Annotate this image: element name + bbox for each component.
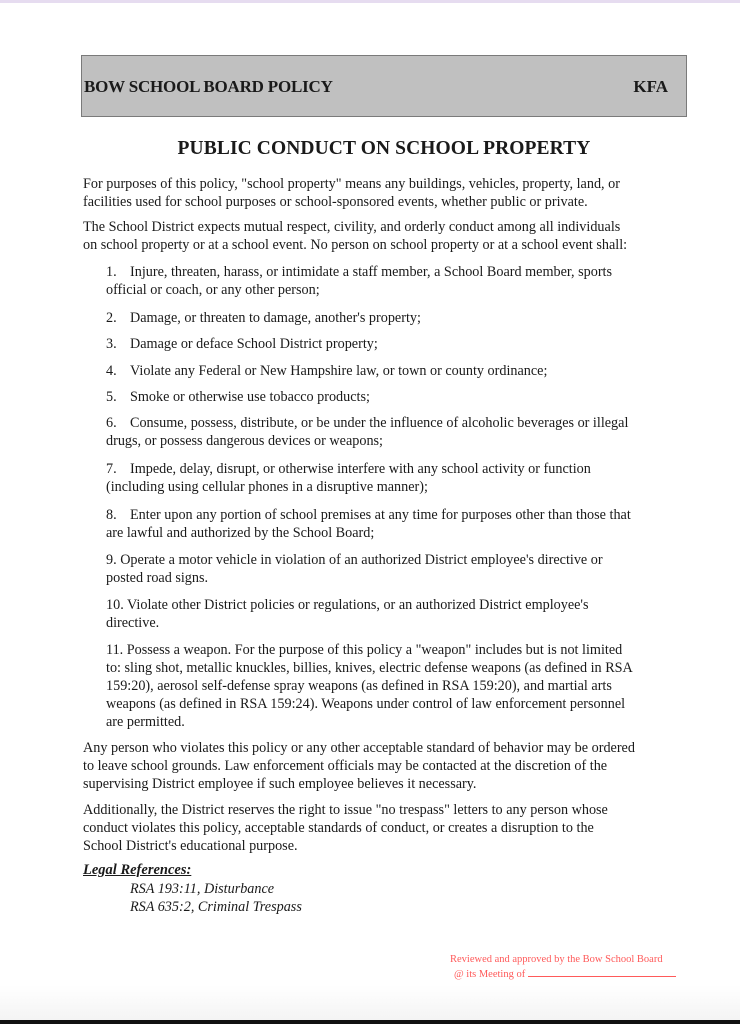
approval-line-1: Reviewed and approved by the Bow School Board <box>450 954 663 965</box>
item-number: 3. <box>106 336 117 352</box>
policy-header-box <box>81 55 687 117</box>
item-number: 10. <box>106 597 124 613</box>
item-number: 2. <box>106 310 117 326</box>
text-line: Damage or deface School District property; <box>130 336 378 352</box>
list-item-2 <box>106 309 691 327</box>
text-line: supervising District employee if such employee believes it necessary. <box>83 776 477 792</box>
item-number: 1. <box>106 264 117 280</box>
text-line: Possess a weapon. For the purpose of this policy a "weapon" includes but is not limited <box>126 642 623 658</box>
list-item-6 <box>106 414 691 450</box>
text-line: Violate other District policies or regulations, or an authorized District employee's <box>127 597 589 613</box>
text-line: weapons (as defined in RSA 159:24). Weapons under control of law enforcement personnel <box>106 696 626 712</box>
viewer-bottom-bar <box>0 1020 740 1024</box>
page-title: PUBLIC CONDUCT ON SCHOOL PROPERTY <box>177 138 591 159</box>
text-line: on school property or at a school event. No person on school property or at a school event shall: <box>83 237 628 253</box>
legal-reference-2: RSA 635:2, Criminal Trespass <box>130 899 302 915</box>
text-line: Enter upon any portion of school premises at any time for purposes other than those that <box>130 507 631 523</box>
text-line: to leave school grounds. Law enforcement officials may be contacted at the discretion of the <box>83 758 608 774</box>
text-line: Smoke or otherwise use tobacco products; <box>130 389 370 405</box>
list-item-11 <box>106 641 691 731</box>
text-line: conduct violates this policy, acceptable standards of conduct, or creates a disruption to the <box>83 820 594 836</box>
intro-paragraph-expectations <box>83 218 693 254</box>
text-line: Any person who violates this policy or any other acceptable standard of behavior may be ordered <box>83 740 635 756</box>
viewer-bottom-shade <box>0 985 740 1020</box>
list-item-1 <box>106 263 691 299</box>
text-line: 159:20), aerosol self-defense spray weapons (as defined in RSA 159:20), and martial arts <box>106 678 612 694</box>
text-line: drugs, or possess dangerous devices or weapons; <box>106 433 383 449</box>
text-line: School District's educational purpose. <box>83 838 298 854</box>
text-line: facilities used for school purposes or school-sponsored events, whether public or private. <box>83 194 588 210</box>
legal-reference-1: RSA 193:11, Disturbance <box>130 881 275 897</box>
list-item-8 <box>106 506 691 542</box>
text-line: For purposes of this policy, "school property" means any buildings, vehicles, property, land, or <box>83 176 620 192</box>
approval-note <box>450 953 690 982</box>
text-line: Consume, possess, distribute, or be under the influence of alcoholic beverages or illegal <box>130 415 629 431</box>
text-line: Impede, delay, disrupt, or otherwise interfere with any school activity or function <box>130 461 591 477</box>
list-item-7 <box>106 460 691 496</box>
text-line: Operate a motor vehicle in violation of an authorized District employee's directive or <box>120 552 603 568</box>
item-number: 11. <box>106 642 124 658</box>
window-top-strip <box>0 0 740 3</box>
text-line: to: sling shot, metallic knuckles, billies, knives, electric defense weapons (as defined in RSA <box>106 660 633 676</box>
list-item-4 <box>106 362 691 380</box>
list-item-10 <box>106 596 691 632</box>
item-number: 5. <box>106 389 117 405</box>
item-number: 4. <box>106 363 117 379</box>
closing-paragraph-no-trespass <box>83 801 693 855</box>
text-line: Injure, threaten, harass, or intimidate a staff member, a School Board member, sports <box>130 264 613 280</box>
item-number: 8. <box>106 507 117 523</box>
legal-references-heading: Legal References: <box>83 862 192 878</box>
approval-line-2 <box>450 967 690 982</box>
text-line: official or coach, or any other person; <box>106 282 320 298</box>
item-number: 7. <box>106 461 117 477</box>
text-line: are lawful and authorized by the School Board; <box>106 525 375 541</box>
text-line: (including using cellular phones in a disruptive manner); <box>106 479 428 495</box>
text-line: The School District expects mutual respect, civility, and orderly conduct among all individuals <box>83 219 621 235</box>
text-line: Violate any Federal or New Hampshire law, or town or county ordinance; <box>130 363 548 379</box>
list-item-5 <box>106 388 691 406</box>
intro-paragraph-definition <box>83 175 693 211</box>
text-line: directive. <box>106 615 160 631</box>
approval-meeting-label: @ its Meeting of <box>454 969 526 980</box>
text-line: Damage, or threaten to damage, another's property; <box>130 310 421 326</box>
meeting-date-blank <box>528 967 676 977</box>
item-number: 9. <box>106 552 117 568</box>
text-line: Additionally, the District reserves the right to issue "no trespass" letters to any person whose <box>83 802 608 818</box>
list-item-3 <box>106 335 691 353</box>
closing-paragraph-removal <box>83 739 693 793</box>
policy-header-title: BOW SCHOOL BOARD POLICY <box>84 77 333 96</box>
list-item-9 <box>106 551 691 587</box>
text-line: posted road signs. <box>106 570 209 586</box>
item-number: 6. <box>106 415 117 431</box>
text-line: are permitted. <box>106 714 185 730</box>
policy-code: KFA <box>633 77 668 96</box>
